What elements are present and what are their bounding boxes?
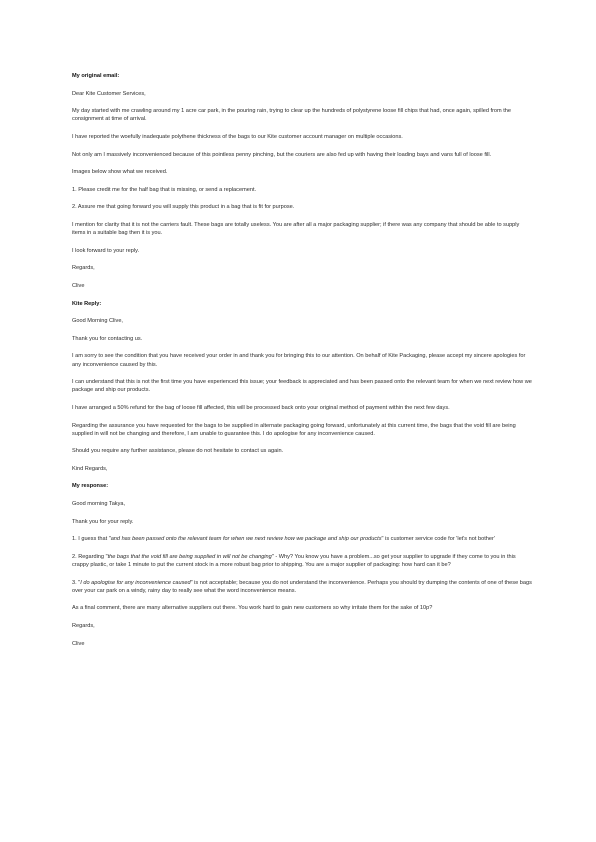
original-paragraph-8: I look forward to your reply. [72,247,140,254]
response-point-1-rest: " is customer service code for 'let's not bother' [381,536,495,543]
response-point-3-rest: " is not acceptable; because you do not understand the inconvenience. Perhaps you should try dumping the contents of one of these bags over your car park on a windy, rainy day to really see what the word inconvenience means. [72,579,532,594]
heading-kite-reply: Kite Reply: [72,300,102,307]
kite-paragraph-1: Thank you for contacting us. [72,335,143,342]
response-point-1-lead: 1. I guess that " [72,536,111,543]
response-point-3-lead: 3. " [72,579,81,586]
original-paragraph-4: Images below show what we received. [72,169,168,176]
kite-paragraph-3: I can understand that this is not the first time you have experienced this issue; your feedback is appreciated and has been passed onto the relevant team for when we next review how we package and ship our products. [72,379,532,394]
document-page [72,72,532,657]
response-point-3-quote: I do apologise for any inconvenience caused [80,579,191,586]
original-signature: Clive [72,282,85,289]
response-signature: Clive [72,640,85,647]
response-point-2-lead: 2. Regarding " [72,553,108,560]
heading-my-response: My response: [72,483,109,490]
kite-paragraph-5: Regarding the assurance you have requested for the bags to be supplied in alternate packaging going forward, unfortunately at this current time, the bags that the void fill are being supplied in will not be changing and therefore, I am unable to guarantee this. I do apologise for any inconvenience caused. [72,422,516,437]
kite-paragraph-2: I am sorry to see the condition that you have received your order in and thank you for bringing this to our attention. On behalf of Kite Packaging, please accept my sincere apologies for any inconvenience caused by this. [72,353,526,368]
original-greeting: Dear Kite Customer Services, [72,90,146,97]
kite-paragraph-4: I have arranged a 50% refund for the bag of loose fill affected, this will be processed back onto your original method of payment within the next few days. [72,404,450,411]
response-sign-off: Regards, [72,623,95,630]
heading-original-email: My original email: [72,73,120,79]
response-point-1-quote: and has been passed onto the relevant team for when we next review how we package and ship our products [110,536,382,543]
original-request-1: 1. Please credit me for the half bag that is missing, or send a replacement. [72,186,257,193]
response-point-3 [72,579,532,595]
kite-greeting: Good Morning Clive, [72,318,123,325]
original-paragraph-7: I mention for clarity that it is not the carriers fault. These bags are totally useless. You are after all a major packaging supplier; if there was any company that should be able to supply items in a suitable bag then it is you. [72,221,520,237]
response-final-comment: As a final comment, there are many alternative suppliers out there. You work hard to gain new customers so why irritate them for the sake of 10p? [72,605,433,612]
response-point-1 [72,535,532,543]
original-paragraph-3: Not only am I massively inconvenienced because of this pointless penny pinching, but the couriers are also fed up with having their loading bays and vans full of loose fill. [72,151,492,158]
response-paragraph-1: Thank you for your reply. [72,518,134,525]
kite-sign-off: Kind Regards, [72,465,108,472]
kite-paragraph-6: Should you require any further assistance, please do not hesitate to contact us again. [72,448,284,455]
original-request-2: 2. Assure me that going forward you will supply this product in a bag that is fit for purpose. [72,204,295,211]
response-greeting: Good morning Takya, [72,501,126,508]
original-paragraph-1: My day started with me crawling around my 1 acre car park, in the pouring rain, trying to clear up the hundreds of polystyrene loose fill chips that had, once again, spilled from the consignment at time of arrival. [72,108,512,123]
original-paragraph-2: I have reported the woefully inadequate polythene thickness of the bags to our Kite customer account manager on multiple occasions. [72,133,403,140]
response-point-2 [72,553,532,569]
response-point-2-rest: " - Why? You know you have a problem...so get your supplier to upgrade if they come to you in this crappy plastic, or take 1 minute to put the current stock in a more robust bag prior to shipping. You are a major supplier of packaging: how hard can it be? [72,553,516,569]
original-sign-off: Regards, [72,265,95,272]
response-point-2-quote: the bags that the void fill are being supplied in will not be changing [107,553,272,560]
